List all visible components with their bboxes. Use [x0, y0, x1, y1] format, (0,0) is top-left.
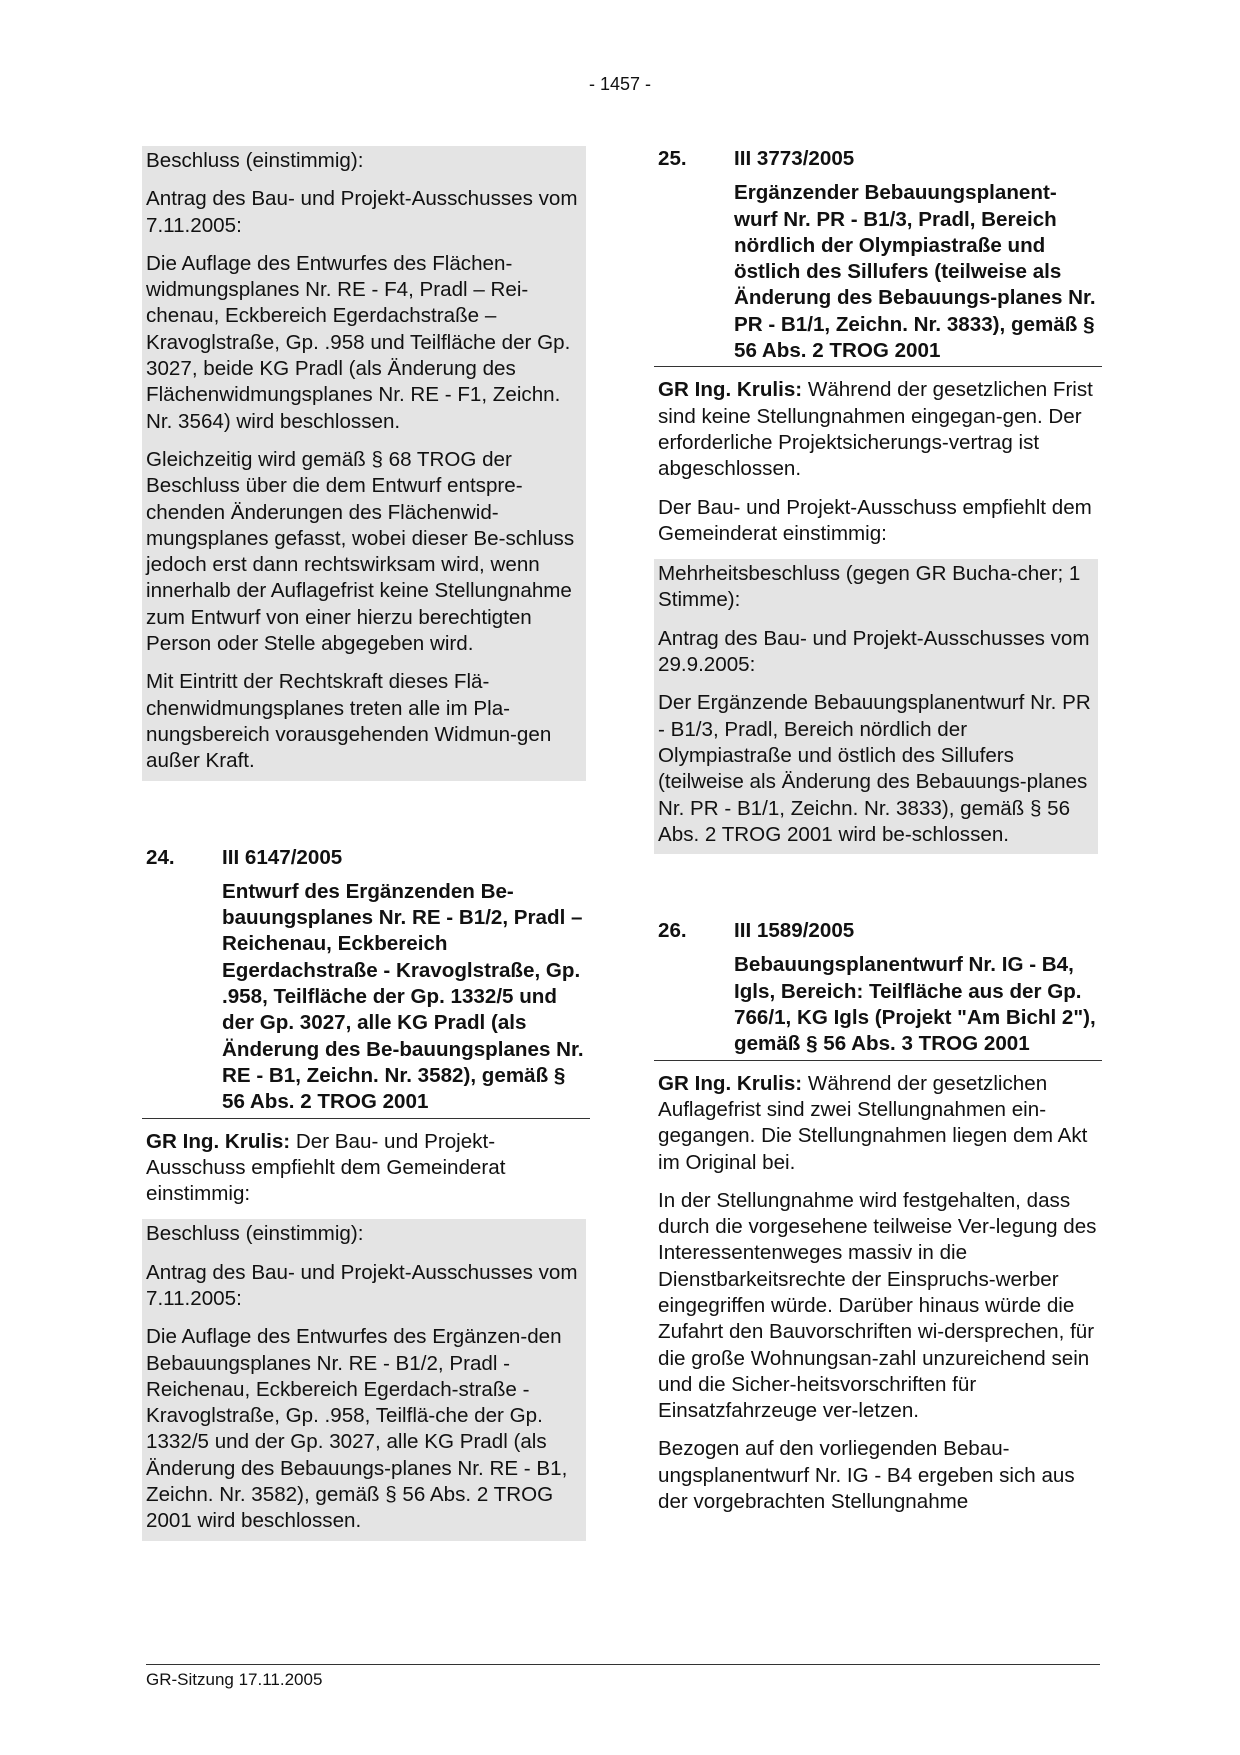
speaker-name: GR Ing. Krulis: — [658, 1071, 803, 1095]
item-number: 26. — [658, 919, 687, 943]
body-paragraph: Bezogen auf den vorliegenden Bebau-ungsplanentwurf Nr. IG - B4 ergeben sich aus der vorgebrachten Stellungnahme — [658, 1437, 1075, 1514]
speaker-statement — [658, 1071, 1098, 1176]
item-divider — [654, 366, 1102, 367]
agenda-item-24 — [146, 845, 586, 1541]
agenda-item-26 — [658, 918, 1098, 1515]
resolution-motion: Antrag des Bau- und Projekt-Ausschusses vom 7.11.2005: — [146, 187, 578, 237]
resolution-heading: Mehrheitsbeschluss (gegen GR Bucha-cher; 1 Stimme): — [658, 562, 1081, 612]
right-column — [658, 146, 1098, 1527]
item-reference: III 6147/2005 — [222, 845, 343, 869]
resolution-text: Die Auflage des Entwurfes des Flächen-widmungsplanes Nr. RE - F4, Pradl – Rei-chenau, Eckbereich Egerdachstraße – Kravoglstraße, Gp. .958 und Teilfläche der Gp. 3027, beide KG Pradl (als Änderung des Flächenwidmungsplanes Nr. RE - F1, Zeichn. Nr. 3564) wird beschlossen. — [146, 251, 571, 433]
resolution-block-25 — [654, 559, 1098, 854]
resolution-text: Der Ergänzende Bebauungsplanentwurf Nr. PR - B1/3, Pradl, Bereich nördlich der Olympiastraße und östlich des Sillufers (teilweise als Änderung des Bebauungs-planes Nr. PR - B1/1, Zeichn. Nr. 3833), gemäß § 56 Abs. 2 TROG 2001 wird be-schlossen. — [658, 691, 1091, 846]
speaker-name: GR Ing. Krulis: — [146, 1129, 291, 1153]
left-column — [146, 146, 586, 1541]
agenda-item-25 — [658, 146, 1098, 854]
item-divider — [142, 1118, 590, 1119]
resolution-block-24 — [142, 1219, 586, 1540]
speaker-statement — [658, 377, 1098, 482]
resolution-heading: Beschluss (einstimmig): — [146, 149, 364, 172]
resolution-heading: Beschluss (einstimmig): — [146, 1222, 364, 1246]
page-number: - 1457 - — [588, 74, 652, 94]
resolution-motion: Antrag des Bau- und Projekt-Ausschusses vom 7.11.2005: — [146, 1260, 578, 1310]
item-title: Ergänzender Bebauungsplanent-wurf Nr. PR - B1/3, Pradl, Bereich nördlich der Olympiastraße und östlich des Sillufers (teilweise als Änderung des Bebauungs-planes Nr. PR - B1/1, Zeichn. Nr. 3833), gemäß § 56 Abs. 2 TROG 2001 — [734, 181, 1096, 363]
committee-recommendation: Der Bau- und Projekt-Ausschuss empfiehlt dem Gemeinderat einstimmig: — [658, 495, 1092, 545]
resolution-motion: Antrag des Bau- und Projekt-Ausschusses vom 29.9.2005: — [658, 626, 1090, 677]
speaker-name: GR Ing. Krulis: — [658, 378, 803, 402]
resolution-block-23 — [142, 146, 586, 781]
footer-session-date: GR-Sitzung 17.11.2005 — [146, 1670, 323, 1689]
item-number: 24. — [146, 845, 175, 869]
resolution-text: Gleichzeitig wird gemäß § 68 TROG der Beschluss über die dem Entwurf entspre-chenden Änderungen des Flächenwid-mungsplanes gefasst, wobei dieser Be-schluss jedoch erst dann rechtswirksam wird, wenn innerhalb der Auflagefrist keine Stellungnahme zum Entwurf von einer hierzu berechtigten Person oder Stelle abgegeben wird. — [146, 447, 575, 656]
item-number: 25. — [658, 147, 687, 170]
resolution-text: Die Auflage des Entwurfes des Ergänzen-den Bebauungsplanes Nr. RE - B1/2, Pradl - Reichenau, Eckbereich Egerdach-straße - Kravoglstraße, Gp. .958, Teilflä-che der Gp. 1332/5 und der Gp. 3027, alle KG Pradl (als Änderung des Bebauungs-planes Nr. RE - B1, Zeichn. Nr. 3582), gemäß § 56 Abs. 2 TROG 2001 wird beschlossen. — [146, 1325, 568, 1533]
item-title: Entwurf des Ergänzenden Be-bauungsplanes Nr. RE - B1/2, Pradl – Reichenau, Eckbereich Egerdachstraße - Kravoglstraße, Gp. .958, Teilfläche der Gp. 1332/5 und der Gp. 3027, alle KG Pradl (als Änderung des Be-bauungsplanes Nr. RE - B1, Zeichn. Nr. 3582), gemäß § 56 Abs. 2 TROG 2001 — [222, 879, 584, 1114]
item-divider — [654, 1060, 1102, 1061]
speaker-text: Während der gesetzlichen Frist sind keine Stellungnahmen eingegan-gen. Der erforderliche Projektsicherungs-vertrag ist abgeschlossen. — [658, 378, 1093, 481]
footer-divider — [146, 1664, 1100, 1665]
speaker-text: Während der gesetzlichen Auflagefrist sind zwei Stellungnahmen ein-gegangen. Die Stellungnahmen liegen dem Akt im Original bei. — [658, 1071, 1088, 1174]
speaker-text: Der Bau- und Projekt-Ausschuss empfiehlt dem Gemeinderat einstimmig: — [146, 1129, 506, 1206]
item-reference: III 1589/2005 — [734, 919, 855, 943]
item-title: Bebauungsplanentwurf Nr. IG - B4, Igls, Bereich: Teilfläche aus der Gp. 766/1, KG Igls (Projekt "Am Bichl 2"), gemäß § 56 Abs. 3 TROG 2001 — [734, 953, 1096, 1056]
item-reference: III 3773/2005 — [734, 147, 855, 170]
body-paragraph: In der Stellungnahme wird festgehalten, dass durch die vorgesehene teilweise Ver-legung des Interessentenweges massiv in die Dienstbarkeitsrechte der Einspruchs-werber eingegriffen würde. Darüber hinaus würde die Zufahrt den Bauvorschriften wi-dersprechen, für die große Wohnungsan-zahl unzureichend sein und die Sicher-heitsvorschriften für Einsatzfahrzeuge ver-letzen. — [658, 1188, 1097, 1423]
resolution-text: Mit Eintritt der Rechtskraft dieses Flä-chenwidmungsplanes treten alle im Pla-nungsbereich vorausgehenden Widmun-gen außer Kraft. — [146, 670, 552, 773]
speaker-statement — [146, 1129, 586, 1208]
